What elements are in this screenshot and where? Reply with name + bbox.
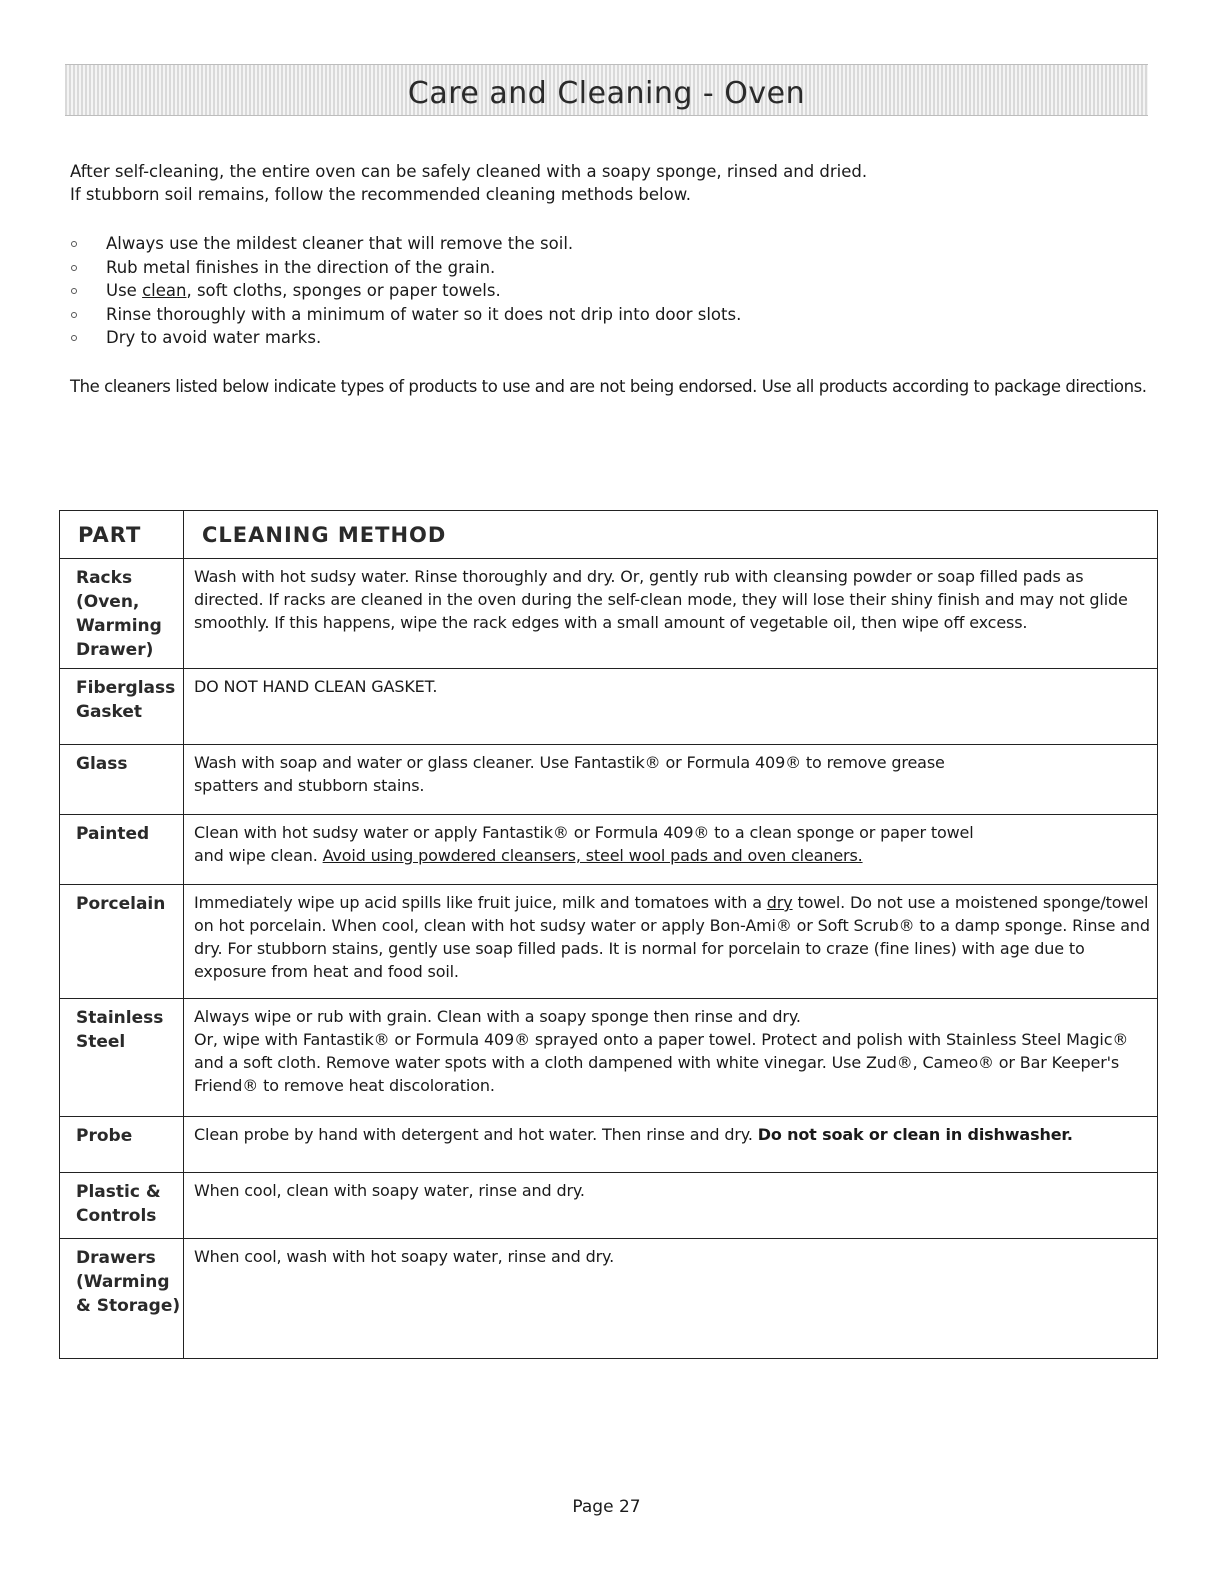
row-part: Glass xyxy=(60,745,184,815)
bullet-icon xyxy=(71,241,77,247)
list-item: Use clean, soft cloths, sponges or paper towels. xyxy=(70,279,1160,303)
row-part: Painted xyxy=(60,815,184,885)
page-title: Care and Cleaning - Oven xyxy=(407,75,806,111)
list-item: Always use the mildest cleaner that will remove the soil. xyxy=(70,232,1160,256)
row-part: Porcelain xyxy=(60,885,184,999)
bullet-icon xyxy=(71,265,77,271)
page-number: Page 27 xyxy=(572,1497,641,1517)
row-part: Plastic & Controls xyxy=(60,1173,184,1239)
table-row xyxy=(60,669,1158,745)
row-method: DO NOT HAND CLEAN GASKET. xyxy=(184,669,1158,745)
tips-list xyxy=(70,232,1160,350)
list-item: Rub metal finishes in the direction of the grain. xyxy=(70,256,1160,280)
bullet-icon xyxy=(71,288,77,294)
row-part: Drawers (Warming & Storage) xyxy=(60,1239,184,1359)
table-row xyxy=(60,559,1158,669)
table-row xyxy=(60,815,1158,885)
row-method: Wash with hot sudsy water. Rinse thoroughly and dry. Or, gently rub with cleansing powder or soap filled pads as directed. If racks are cleaned in the oven during the self-clean mode, they will lose their shiny finish and may not glide smoothly. If this happens, wipe the rack edges with a small amount of vegetable oil, then wipe off excess. xyxy=(184,559,1158,669)
row-method: When cool, clean with soapy water, rinse and dry. xyxy=(184,1173,1158,1239)
row-part: Stainless Steel xyxy=(60,999,184,1117)
row-part: Racks (Oven, Warming Drawer) xyxy=(60,559,184,669)
row-method: Immediately wipe up acid spills like fruit juice, milk and tomatoes with a dry towel. Do not use a moistened sponge/towel on hot porcelain. When cool, clean with hot sudsy water or apply Bon-Ami® or Soft Scrub® to a damp sponge. Rinse and dry. For stubborn stains, gently use soap filled pads. It is normal for porcelain to craze (fine lines) with age due to exposure from heat and food soil. xyxy=(184,885,1158,999)
table-row xyxy=(60,999,1158,1117)
row-part: Fiberglass Gasket xyxy=(60,669,184,745)
table-header-row xyxy=(60,511,1158,559)
row-part: Probe xyxy=(60,1117,184,1173)
table-row xyxy=(60,745,1158,815)
table-row xyxy=(60,885,1158,999)
list-item: Rinse thoroughly with a minimum of water so it does not drip into door slots. xyxy=(70,303,1160,327)
cleaning-table xyxy=(59,510,1158,1359)
disclaimer-text: The cleaners listed below indicate types of products to use and are not being endorsed. Use all products according to package directions. xyxy=(70,377,1147,396)
intro-text xyxy=(70,160,1160,206)
row-method: Always wipe or rub with grain. Clean with a soapy sponge then rinse and dry. Or, wipe with Fantastik® or Formula 409® sprayed onto a paper towel. Protect and polish with Stainless Steel Magic® and a soft cloth. Remove water spots with a cloth dampened with white vinegar. Use Zud®, Cameo® or Bar Keeper's Friend® to remove heat discoloration. xyxy=(184,999,1158,1117)
list-item: Dry to avoid water marks. xyxy=(70,326,1160,350)
row-method: Clean probe by hand with detergent and hot water. Then rinse and dry. Do not soak or clean in dishwasher. xyxy=(184,1117,1158,1173)
header-method: CLEANING METHOD xyxy=(184,511,1158,559)
bullet-icon xyxy=(71,335,77,341)
row-method: Clean with hot sudsy water or apply Fantastik® or Formula 409® to a clean sponge or paper towel and wipe clean. Avoid using powdered cleansers, steel wool pads and oven cleaners. xyxy=(184,815,1158,885)
row-method: When cool, wash with hot soapy water, rinse and dry. xyxy=(184,1239,1158,1359)
intro-line-2: If stubborn soil remains, follow the recommended cleaning methods below. xyxy=(70,185,691,204)
header-part: PART xyxy=(60,511,184,559)
intro-line-1: After self-cleaning, the entire oven can be safely cleaned with a soapy sponge, rinsed and dried. xyxy=(70,162,868,181)
table-row xyxy=(60,1173,1158,1239)
table-row xyxy=(60,1239,1158,1359)
bullet-icon xyxy=(71,312,77,318)
row-method: Wash with soap and water or glass cleaner. Use Fantastik® or Formula 409® to remove grease spatters and stubborn stains. xyxy=(184,745,1158,815)
table-row xyxy=(60,1117,1158,1173)
title-banner xyxy=(65,64,1148,116)
